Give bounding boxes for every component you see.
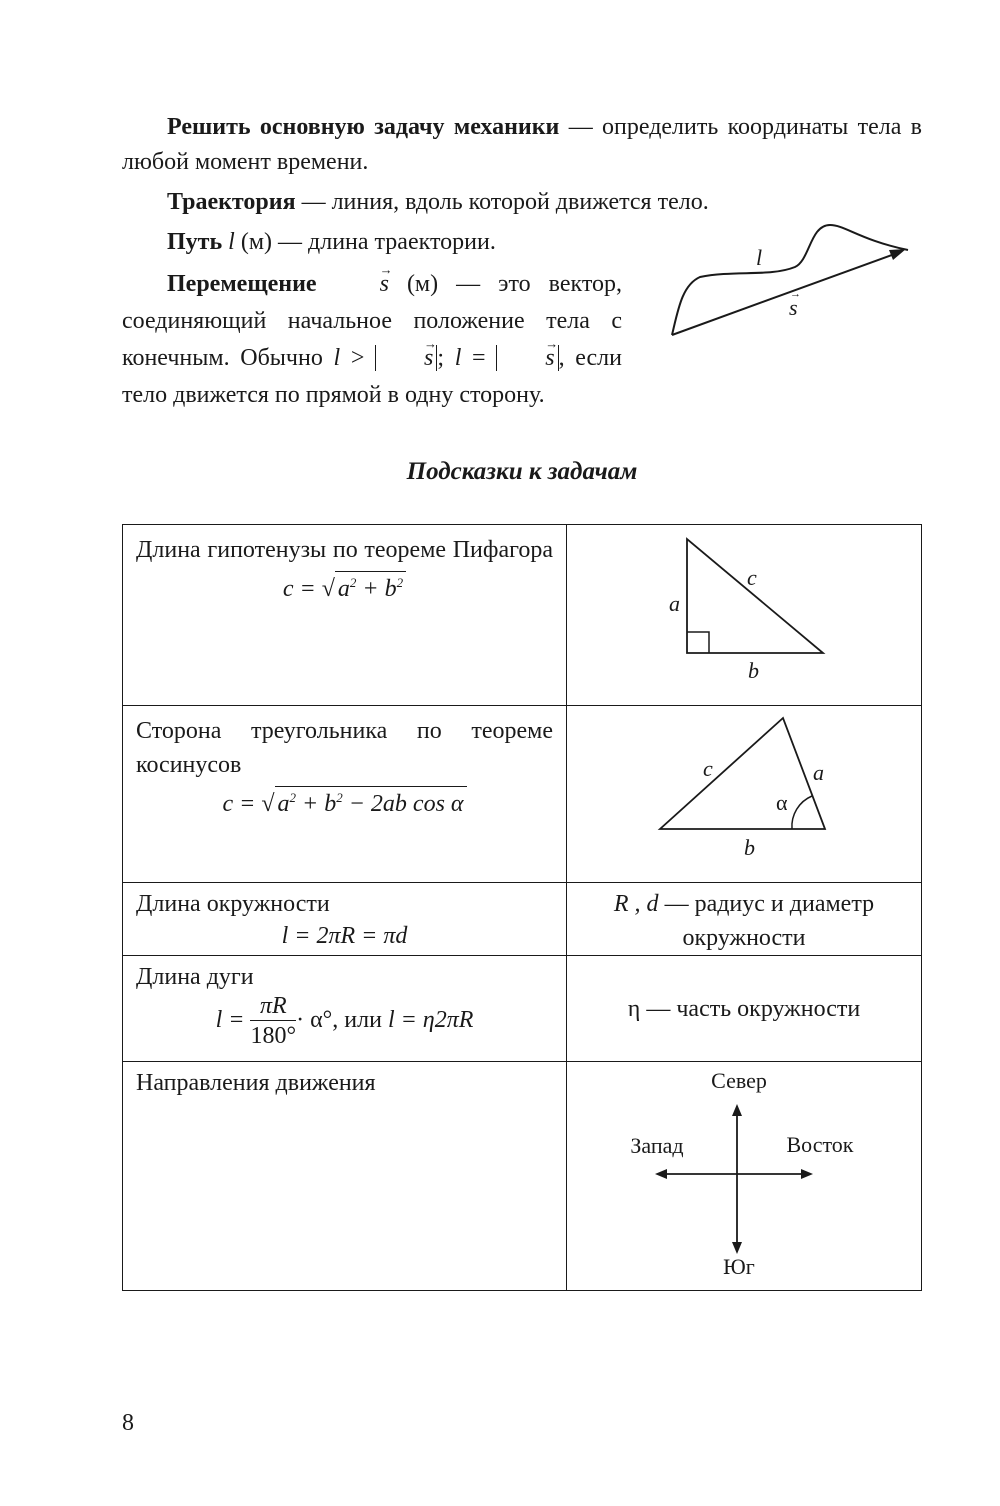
east-arrowhead	[801, 1169, 813, 1179]
page-number: 8	[122, 1410, 134, 1436]
ineq2-s: → s	[500, 340, 554, 377]
table-row	[123, 706, 922, 883]
row4-description: η — часть окружности	[627, 995, 861, 1022]
right-triangle-figure	[567, 525, 921, 695]
displacement-tail: , если тело движется по прямой в одну сторону.	[122, 345, 622, 408]
row3-formula: l = 2πR = πd	[281, 923, 408, 949]
row1-right-cell	[567, 525, 922, 706]
ineq1-s: → s	[379, 340, 433, 377]
displacement-arrowhead	[889, 249, 906, 260]
displacement-label-s: s	[789, 295, 798, 320]
term-displacement: Перемещение	[167, 271, 317, 297]
definition-displacement: (м) — это вектор, соединяющий начальное положение тела с конечным. Обычно	[122, 271, 623, 371]
compass-west-label: Запад	[630, 1133, 684, 1158]
row3-description: — радиус и диаметр окружности	[658, 891, 875, 951]
compass-figure	[567, 1062, 921, 1280]
row4-title: Длина дуги	[136, 964, 254, 990]
cosine-triangle-label-c: c	[703, 756, 713, 781]
definition-trajectory: — линия, вдоль которой движется тело.	[295, 189, 709, 215]
ineq2-l: l	[454, 345, 462, 371]
right-triangle	[687, 539, 823, 653]
right-triangle-label-a: a	[669, 591, 680, 616]
symbol-path: l	[228, 229, 235, 255]
ineq-separator: ;	[437, 345, 455, 371]
cosine-triangle-label-a: a	[813, 760, 824, 785]
compass-north-label: Север	[711, 1068, 767, 1093]
table-row	[123, 525, 922, 706]
compass-east-label: Восток	[786, 1132, 854, 1157]
row1-left-cell	[123, 525, 567, 706]
hints-table	[122, 524, 922, 1291]
row4-formula: l = $\frac{\pi R}{180^\circ}$ · α°, или l = η2πR	[215, 993, 474, 1049]
row5-left-cell	[123, 1062, 567, 1291]
arc-fraction-denominator: 180°	[250, 1023, 297, 1049]
trajectory-label-l: l	[756, 245, 763, 270]
ineq1-op: >	[340, 345, 376, 371]
table-row	[123, 956, 922, 1062]
intro-paragraph-path	[167, 225, 647, 260]
displacement-label-arrow: →	[790, 288, 801, 300]
intro-paragraph-main-task	[122, 110, 922, 180]
ineq1-l: l	[333, 345, 341, 371]
row3-left-cell	[123, 883, 567, 956]
row3-right-cell	[567, 883, 922, 956]
right-triangle-label-c: c	[747, 565, 757, 590]
cosine-triangle-figure	[567, 706, 921, 872]
cosine-triangle	[660, 718, 825, 829]
cosine-triangle-label-b: b	[744, 835, 755, 860]
west-arrowhead	[655, 1169, 667, 1179]
row5-right-cell	[567, 1062, 922, 1291]
cosine-triangle-label-alpha: α	[776, 790, 788, 815]
alpha-angle-arc	[792, 796, 812, 829]
intro-paragraph-displacement	[122, 266, 622, 414]
term-main-task: Решить основную задачу механики	[167, 114, 560, 140]
displacement-vector-line	[672, 252, 900, 335]
section-heading: Подсказки к задачам	[406, 458, 638, 485]
row2-title: Сторона треугольника по теореме косинусов	[136, 718, 553, 778]
term-path: Путь	[167, 229, 223, 255]
row3-title: Длина окружности	[136, 891, 330, 917]
symbol-displacement-vector: → s	[335, 266, 389, 303]
south-arrowhead	[732, 1242, 742, 1254]
definition-main-task: — определить координаты тела в любой момент времени.	[122, 114, 922, 175]
compass-south-label: Юг	[723, 1254, 755, 1279]
north-arrowhead	[732, 1104, 742, 1116]
right-triangle-label-b: b	[748, 658, 759, 683]
table-row	[123, 1062, 922, 1291]
trajectory-figure	[660, 215, 920, 345]
table-row	[123, 883, 922, 956]
definition-path: (м) — длина траектории.	[234, 229, 496, 255]
row2-left-cell	[123, 706, 567, 883]
row2-right-cell	[567, 706, 922, 883]
row5-title: Направления движения	[136, 1070, 376, 1096]
ineq2-op: =	[461, 345, 497, 371]
row1-formula: c = √ $a^2 + b^2$	[136, 571, 553, 606]
row4-left-cell	[123, 956, 567, 1062]
row2-formula: c = √ $a^2 + b^2 - 2ab$ cos α	[136, 786, 553, 821]
row3-symbols: R , d	[613, 891, 659, 917]
right-angle-mark	[687, 632, 709, 653]
row1-title: Длина гипотенузы по теореме Пифагора	[136, 537, 553, 563]
term-trajectory: Траектория	[167, 189, 296, 215]
row4-right-cell	[567, 956, 922, 1062]
arc-fraction-numerator: πR	[250, 992, 296, 1021]
